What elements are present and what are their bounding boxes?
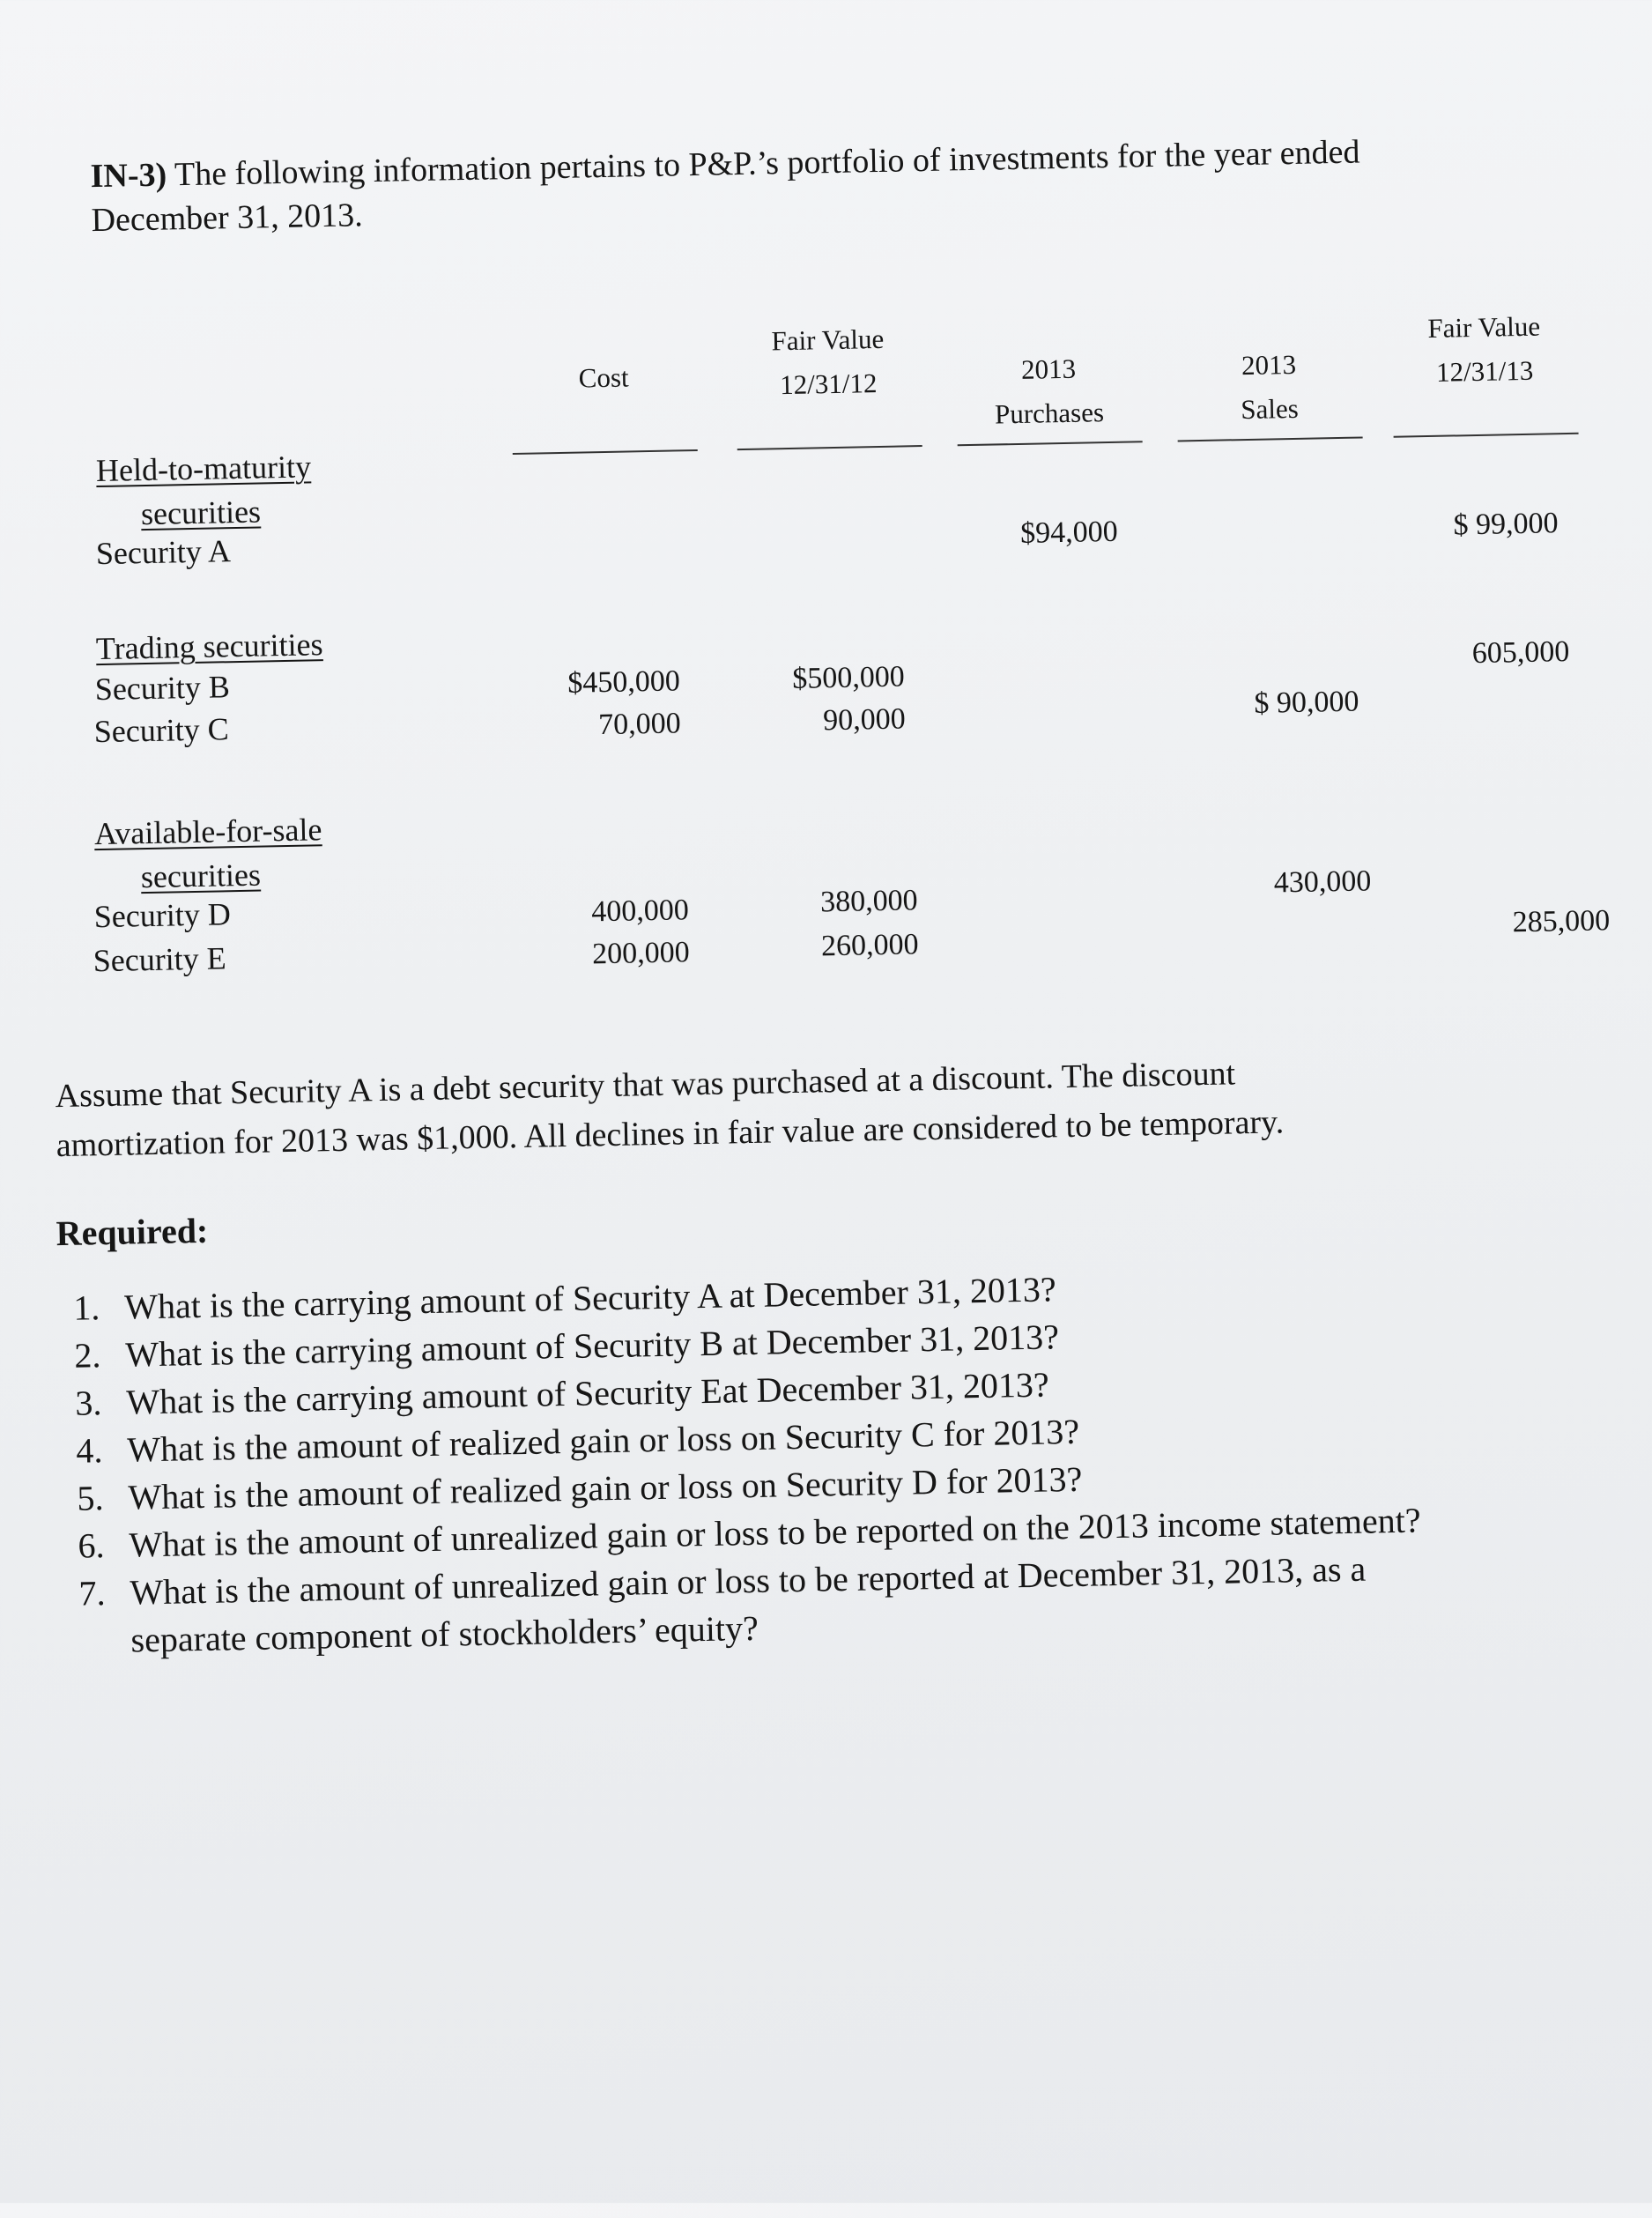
group-title-held-to-maturity: Held-to-maturity: [95, 449, 312, 489]
question-number: 3.: [74, 1383, 102, 1423]
column-header-line1: Fair Value: [1427, 310, 1541, 345]
column-rule: [1394, 433, 1579, 438]
column-header-sales: [1167, 341, 1372, 433]
cell-security-d-sales: 430,000: [1273, 864, 1372, 900]
cell-security-b-fair-value-2013: 605,000: [1471, 634, 1570, 671]
row-label-security-b: Security B: [94, 669, 231, 708]
column-header-fair-value-2012: [726, 316, 930, 408]
intro-line-2: December 31, 2013.: [91, 197, 364, 240]
question-number: 2.: [73, 1335, 101, 1376]
row-label-security-a: Security A: [95, 533, 232, 572]
question-text: What is the amount of unrealized gain or loss to be reported at December 31, 2013, as a: [130, 1548, 1367, 1613]
cell-security-e-fair-value-2012: 260,000: [820, 928, 919, 963]
question-number: 6.: [78, 1525, 105, 1566]
column-header-line1: Fair Value: [771, 323, 885, 357]
problem-code: IN-3): [90, 156, 167, 196]
column-header-cost: [502, 354, 706, 402]
column-rule: [958, 441, 1143, 446]
column-header-line2: 12/31/13: [1435, 354, 1534, 388]
column-header-line2: 12/31/12: [779, 367, 878, 401]
column-header-line1: 2013: [1241, 348, 1297, 382]
question-number: 7.: [78, 1573, 106, 1613]
problem-intro: [90, 130, 1361, 242]
column-header-line2: Purchases: [994, 397, 1105, 430]
row-label-security-e: Security E: [93, 940, 227, 979]
cell-security-a-purchases: $94,000: [1019, 515, 1118, 550]
column-header-fair-value-2013: [1382, 304, 1587, 396]
group-title-held-to-maturity-line2: securities: [140, 493, 262, 532]
question-text: What is the amount of realized gain or loss on Security C for 2013?: [126, 1411, 1080, 1470]
column-rule: [1178, 436, 1363, 441]
question-text: What is the amount of realized gain or loss on Security D for 2013?: [128, 1458, 1083, 1517]
group-title-available-for-sale-line2: securities: [140, 857, 262, 895]
assumption-line-1: Assume that Security A is a debt security that was purchased at a discount. The discount: [55, 1055, 1236, 1116]
cell-security-e-fair-value-2013: 285,000: [1512, 904, 1611, 939]
cell-security-c-cost: 70,000: [597, 707, 682, 742]
column-header-line1: 2013: [1020, 352, 1077, 385]
question-text: What is the carrying amount of Security Eat December 31, 2013?: [125, 1364, 1050, 1422]
cell-security-d-cost: 400,000: [590, 894, 690, 929]
question-number: 4.: [75, 1430, 103, 1471]
column-rule: [513, 449, 698, 455]
cell-security-e-cost: 200,000: [591, 936, 691, 971]
assumption-paragraph: [55, 1048, 1284, 1170]
question-text: What is the carrying amount of Security A at December 31, 2013?: [123, 1269, 1057, 1327]
assumption-line-2: amortization for 2013 was $1,000. All declines in fair value are considered to be temporary.: [56, 1103, 1285, 1165]
column-header-purchases: [947, 345, 1152, 437]
required-heading: Required:: [56, 1210, 209, 1254]
group-title-trading: Trading securities: [95, 627, 323, 667]
row-label-security-d: Security D: [93, 896, 232, 935]
column-header-line2: Cost: [578, 361, 629, 394]
question-number: 1.: [72, 1287, 100, 1328]
questions-list: [47, 1258, 1423, 1665]
row-label-security-c: Security C: [93, 711, 230, 750]
cell-security-b-cost: $450,000: [567, 664, 681, 700]
question-text-continued: separate component of stockholders’ equity?: [130, 1607, 759, 1660]
group-title-available-for-sale: Available-for-sale: [93, 812, 322, 852]
cell-security-a-fair-value-2013: $ 99,000: [1453, 507, 1559, 542]
column-header-line2: Sales: [1240, 392, 1300, 426]
cell-security-b-fair-value-2012: $500,000: [791, 660, 906, 695]
question-text: What is the carrying amount of Security B at December 31, 2013?: [124, 1317, 1060, 1375]
question-number: 5.: [77, 1478, 104, 1518]
column-rule: [737, 445, 922, 450]
intro-text: The following information pertains to P&P.’s portfolio of investments for the year ended: [174, 133, 1360, 194]
cell-security-c-fair-value-2012: 90,000: [822, 702, 907, 738]
cell-security-c-sales: $ 90,000: [1254, 685, 1359, 720]
question-text: What is the amount of unrealized gain or loss to be reported on the 2013 income statement?: [129, 1500, 1421, 1565]
cell-security-d-fair-value-2012: 380,000: [819, 884, 918, 919]
